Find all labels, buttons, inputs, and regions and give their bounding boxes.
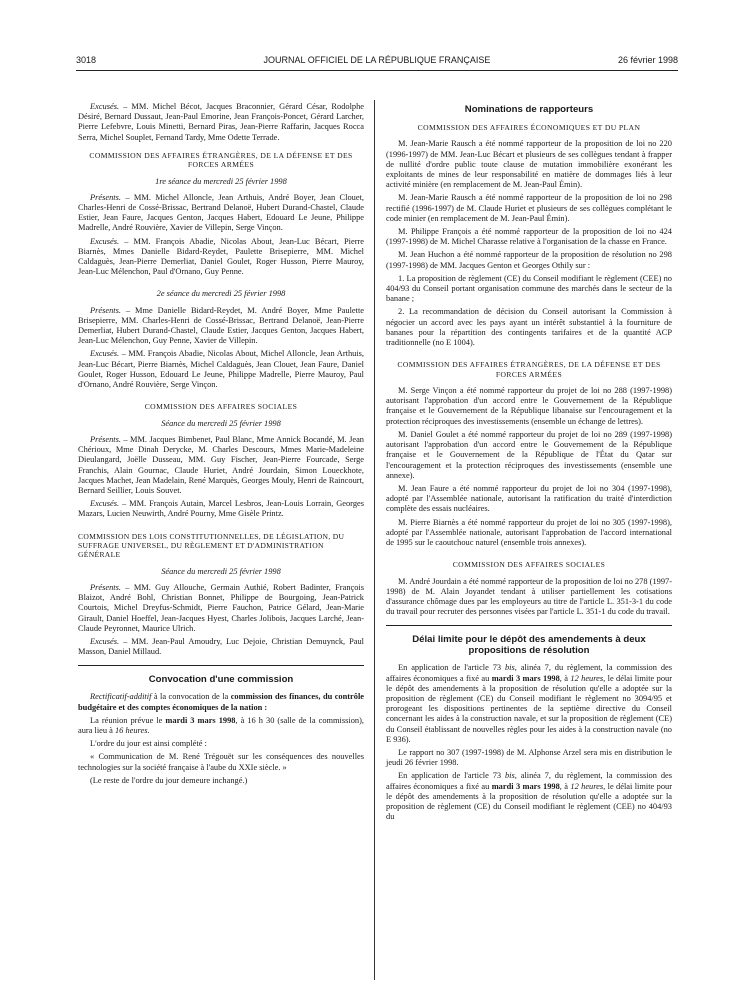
paragraph: L'ordre du jour est ainsi complété : (90, 739, 207, 749)
paragraph: La réunion prévue le mardi 3 mars 1998, à 16 h 30 (salle de la commission), aura lieu à 16 heures. (78, 715, 364, 735)
nominations-title: Nominations de rapporteurs (464, 104, 594, 115)
header-rule (76, 70, 678, 71)
paragraph: M. Jean-Marie Rausch a été nommé rapporteur de la proposition de loi no 298 rectifié (1996-1997) de M. Claude Huriet et plusieurs de ses collègues complétant le code minier (en remplacement de M. Jean-Paul Émin). (386, 193, 672, 223)
paragraph: M. André Jourdain a été nommé rapporteur de la proposition de loi no 278 (1997-1998) de M. Alain Joyandet tendant à utiliser partiellement les cotisations d'assurance chômage dues par les employeurs au titre de l'article L. 351-3-1 du code du travail pour recruter des personnes visées par l'article L. 351-1 du code du travail. (386, 576, 672, 617)
commission-heading: COMMISSION DES AFFAIRES ÉTRANGÈRES, DE LA DÉFENSE ET DES FORCES ARMÉES (89, 150, 353, 170)
paragraph: « Communication de M. René Trégouët sur les conséquences des nouvelles technologies sur la société française à l'aube du XXIe siècle. » (78, 752, 364, 772)
paragraph: Excusés. – MM. Jean-Paul Amoudry, Luc Dejoie, Christian Demuynck, Paul Masson, Daniel Millaud. (78, 636, 364, 657)
session-heading: 2e séance du mercredi 25 février 1998 (156, 289, 286, 299)
commission-heading: COMMISSION DES AFFAIRES ÉTRANGÈRES, DE LA DÉFENSE ET DES FORCES ARMÉES (397, 360, 661, 379)
commission-heading: COMMISSION DES AFFAIRES SOCIALES (144, 402, 298, 412)
delai-title: Délai limite pour le dépôt des amendements à deux propositions de résolution (412, 634, 646, 657)
page-number: 3018 (76, 55, 97, 65)
convocation-title: Convocation d'une commission (148, 674, 294, 686)
paragraph: 2. La recommandation de décision du Conseil autorisant la Commission à négocier un accord avec les pays ayant un intérêt substantiel à la fourniture de bananes pour la répartition des contingents tarifaires et de la quantité ACP traditionnelle (no E 1004). (386, 307, 672, 348)
paragraph: Excusés. – MM. François Abadie, Nicolas About, Michel Alloncle, Jean Arthuis, Jean-Luc Bécart, Pierre Biarnès, Michel Caldaguès, Jean Clouet, Jean Faure, Daniel Goulet, Roger Husson, Edouard Le Jeune, Philippe Madrelle, Pierre Mauroy, Paul d'Ornano, André Rouvière, Serge Vinçon. (78, 349, 364, 390)
paragraph: Présents. – Mme Danielle Bidard-Reydet, M. André Boyer, Mme Paulette Brisepierre, MM. Charles-Henri de Cossé-Brissac, Bertrand Delanoë, Jean-Pierre Demerliat, Hubert Durand-Chastel, Claude Estier, Jacques Genton, Jacques Habert, Jean-Luc Mélenchon, Guy Penne, Xavier de Villepin. (78, 305, 364, 346)
paragraph: M. Pierre Biarnès a été nommé rapporteur du projet de loi no 305 (1997-1998), adopté par l'Assemblée nationale, autorisant l'approbation de l'accord international de 1995 sur le caoutchouc naturel (ensemble trois annexes). (386, 517, 672, 547)
paragraph: Présents. – MM. Jacques Bimbenet, Paul Blanc, Mme Annick Bocandé, M. Jean Chérioux, Mme Dinah Derycke, M. Charles Descours, Mmes Marie-Madeleine Dieulangard, Joëlle Dusseau, MM. Guy Fischer, Jean-Pierre Fourcade, Serge Franchis, Alain Gournac, Claude Huriet, André Jourdain, Simon Loueckhote, Jacques Machet, Jean Madelain, René Marquès, Georges Mouly, Henri de Raincourt, Bernard Seillier, Louis Souvet. (78, 434, 364, 495)
paragraph: 1. La proposition de règlement (CE) du Conseil modifiant le règlement (CEE) no 404/93 du Conseil portant organisation commune des marchés dans le secteur de la banane ; (386, 273, 672, 304)
paragraph: En application de l'article 73 bis, alinéa 7, du règlement, la commission des affaires économiques a fixé au mardi 3 mars 1998, à 12 heures, le délai limite pour le dépôt des amendements à la proposition de résolution qu'elle a adoptée sur la proposition de règlement (CE) du Conseil modifiant le règlement (CEE) no 404/93 du (386, 771, 672, 822)
column-divider (374, 100, 375, 980)
commission-heading: COMMISSION DES LOIS CONSTITUTIONNELLES, DE LÉGISLATION, DU SUFFRAGE UNIVERSEL, DU RÈGLEMENT ET D'ADMINISTRATION GÉNÉRALE (78, 531, 345, 560)
paragraph: Excusés. – MM. François Abadie, Nicolas About, Jean-Luc Bécart, Pierre Biarnès, Mmes Danielle Bidard-Reydet, Paulette Brisepierre, MM. Michel Caldaguès, Jean-Pierre Demerliat, Daniel Goulet, Roger Husson, Pierre Mauroy, Jean-Luc Mélenchon, Paul d'Ornano, Guy Penne. (78, 236, 364, 277)
paragraph: M. Philippe François a été nommé rapporteur de la proposition de loi no 424 (1997-1998) de M. Michel Charasse relative à l'organisation de la chasse en France. (386, 227, 672, 247)
paragraph: (Le reste de l'ordre du jour demeure inchangé.) (90, 775, 248, 785)
paragraph: Présents. – MM. Guy Allouche, Germain Authié, Robert Badinter, François Blaizot, André Bohl, Christian Bonnet, Philippe de Bourgoing, Jean-Patrick Courtois, Michel Dreyfus-Schmidt, Pierre Fauchon, Patrice Gélard, Jean-Marie Girault, Daniel Hoeffel, Jean-Jacques Hyest, Charles Jolibois, Jacques Larché, Jean-Claude Peyronnet, Maurice Ulrich. (78, 582, 364, 633)
paragraph: M. Jean Huchon a été nommé rapporteur de la proposition de résolution no 298 (1997-1998) de MM. Jacques Genton et Georges Othily sur : (386, 250, 672, 270)
paragraph: M. Jean-Marie Rausch a été nommé rapporteur de la proposition de loi no 220 (1996-1997) de MM. Jean-Luc Bécart et plusieurs de ses collègues tendant à frapper de nullité d'ordre public toute clause de mutation immobilière exonérant les exploitants de mines de leur responsabilité en matière de dommages liés à leur activité minière (en remplacement de M. Jean-Paul Émin). (386, 139, 672, 190)
right-column (386, 102, 672, 825)
paragraph: M. Daniel Goulet a été nommé rapporteur du projet de loi no 289 (1997-1998) autorisant l'approbation d'un accord entre le Gouvernement de la République française et le Gouvernement de la République de l'État du Qatar sur l'encouragement et la protection réciproques des investissements (ensemble une annexe). (386, 429, 672, 480)
paragraph: M. Jean Faure a été nommé rapporteur du projet de loi no 304 (1997-1998), adopté par l'Assemblée nationale, autorisant la ratification du traité d'interdiction complète des essais nucléaires. (386, 483, 672, 514)
session-heading: 1re séance du mercredi 25 février 1998 (155, 176, 287, 186)
session-heading: Séance du mercredi 25 février 1998 (161, 566, 281, 576)
page-header (76, 55, 678, 69)
paragraph: Présents. – MM. Michel Alloncle, Jean Arthuis, André Boyer, Jean Clouet, Charles-Henri de Cossé-Brissac, Bertrand Delanoë, Hubert Durand-Chastel, Claude Estier, Jean Faure, Jacques Genton, Jacques Habert, Edouard Le Jeune, Philippe Madrelle, André Rouvière, Xavier de Villepin, Serge Vinçon. (78, 192, 364, 233)
paragraph: Rectificatif-additif à la convocation de la commission des finances, du contrôle budgétaire et des comptes économiques de la nation : (78, 692, 365, 712)
paragraph: M. Serge Vinçon a été nommé rapporteur du projet de loi no 288 (1997-1998) autorisant l'approbation d'un accord entre le Gouvernement de la République française et le Gouvernement de la République libanaise sur l'encouragement et la protection réciproques des investissements (ensemble un échange de lettres). (386, 386, 672, 426)
session-heading: Séance du mercredi 25 février 1998 (161, 418, 281, 428)
section-rule (386, 625, 672, 626)
paragraph: Excusés. – MM. Michel Bécot, Jacques Braconnier, Gérard César, Rodolphe Désiré, Bernard Dussaut, Jean-Paul Emorine, Jean François-Poncet, Gérard Larcher, Pierre Lefebvre, Louis Minetti, Bernard Piras, Jean-Pierre Raffarin, Jacques Rocca Serra, Michel Souplet, Fernand Tardy, Mme Odette Terrade. (78, 102, 364, 142)
paragraph: Le rapport no 307 (1997-1998) de M. Alphonse Arzel sera mis en distribution le jeudi 26 février 1998. (386, 747, 672, 768)
commission-heading: COMMISSION DES AFFAIRES SOCIALES (452, 560, 606, 570)
paragraph: En application de l'article 73 bis, alinéa 7, du règlement, la commission des affaires économiques a fixé au mardi 3 mars 1998, à 12 heures, le délai limite pour le dépôt des amendements à la proposition de résolution qu'elle a adoptée sur la proposition de règlement (CE) du Conseil modifiant le règlement no 3094/95 et prorogeant les dispositions pertinentes de la septième directive du Conseil concernant les aides à la construction navale, et sur la proposition de règlement (CE) du Conseil établissant de nouvelles règles pour les aides à la construction navale (no E 936). (386, 663, 672, 744)
left-column (78, 102, 364, 789)
journal-title: JOURNAL OFFICIEL DE LA RÉPUBLIQUE FRANÇAISE (263, 55, 491, 65)
issue-date: 26 février 1998 (617, 55, 678, 65)
commission-heading: COMMISSION DES AFFAIRES ÉCONOMIQUES ET DU PLAN (417, 123, 641, 132)
section-rule (78, 665, 364, 666)
paragraph: Excusés. – MM. François Autain, Marcel Lesbros, Jean-Louis Lorrain, Georges Mazars, Lucien Neuwirth, André Pourny, Mme Gisèle Printz. (78, 499, 364, 519)
